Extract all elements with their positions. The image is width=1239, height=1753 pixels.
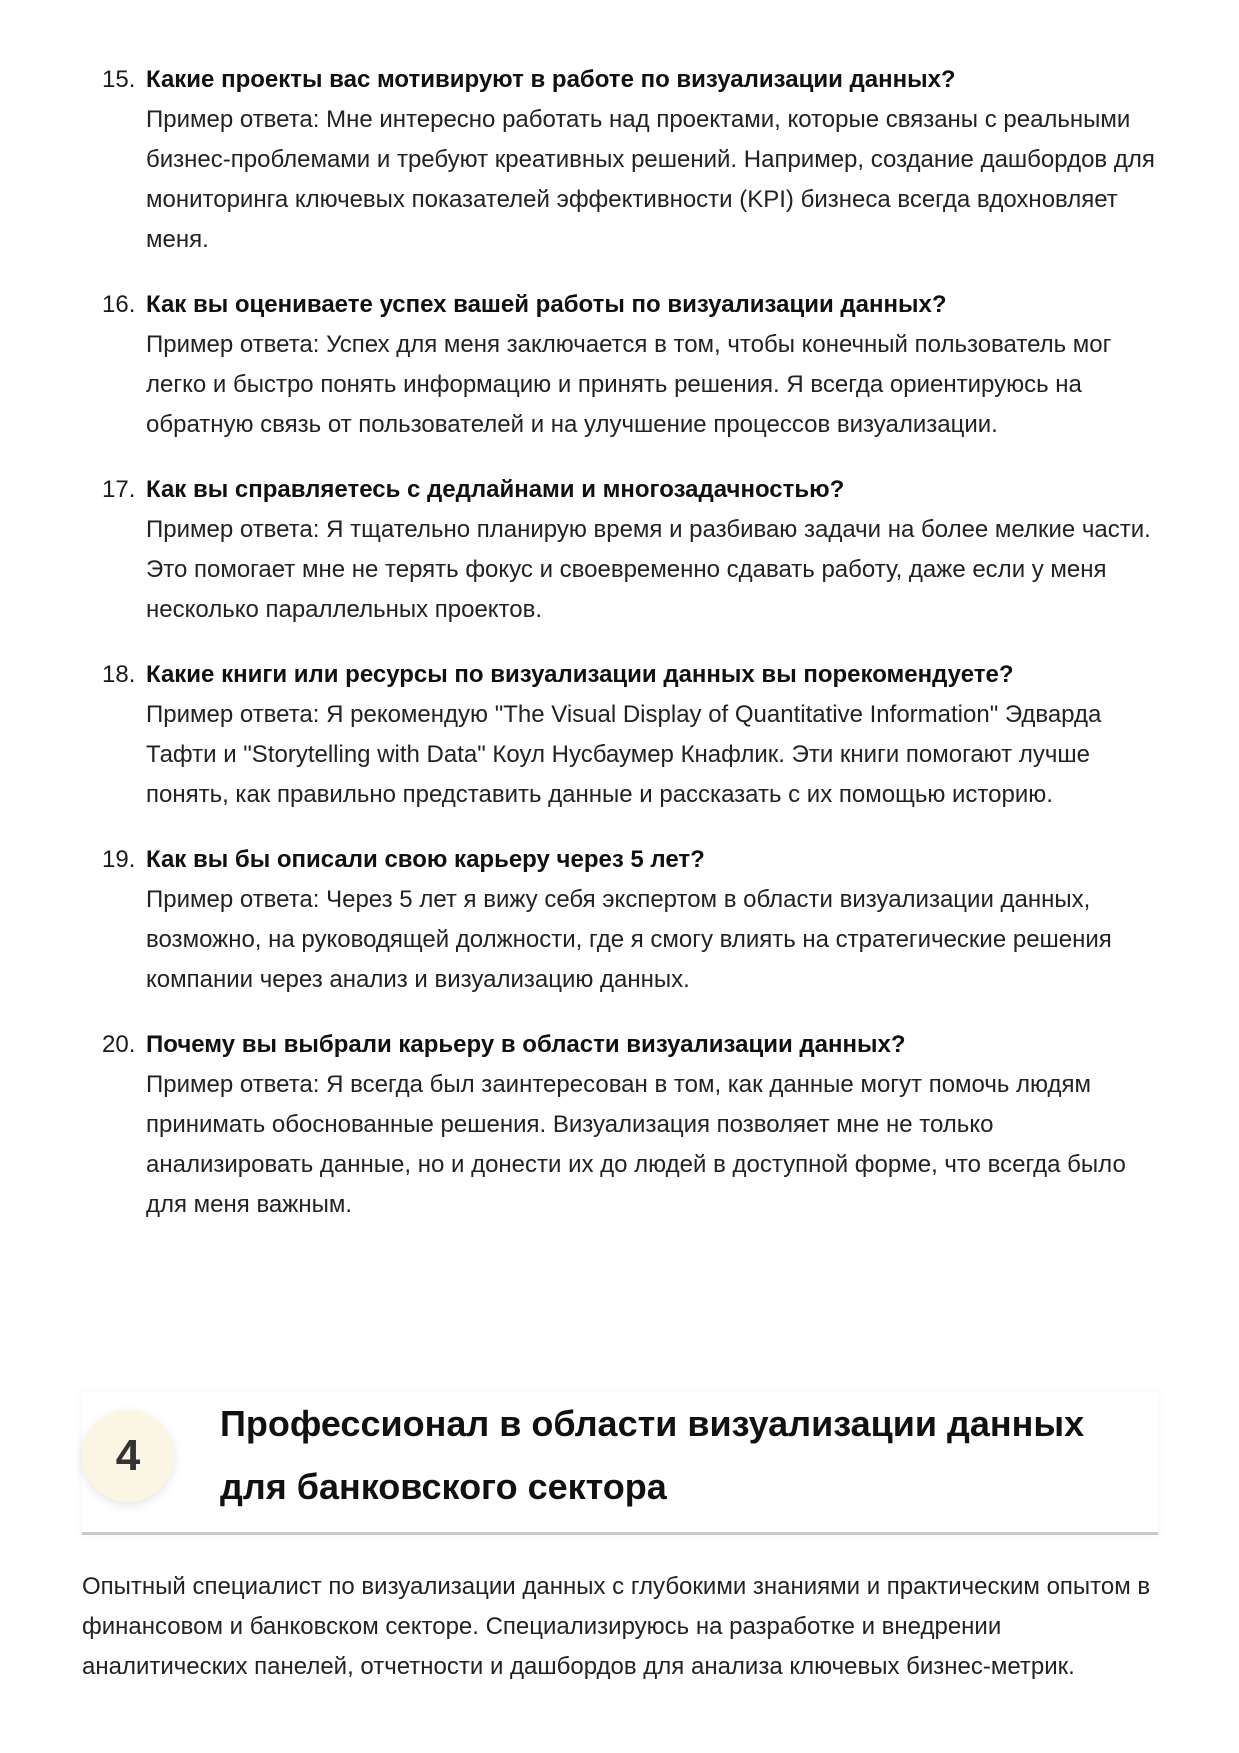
qa-list bbox=[104, 60, 1164, 1250]
qa-question: Как вы оцениваете успех вашей работы по визуализации данных? bbox=[146, 291, 947, 318]
qa-item bbox=[104, 1025, 1164, 1225]
qa-number: 20. bbox=[102, 1031, 136, 1058]
qa-answer: Пример ответа: Я всегда был заинтересован в том, как данные могут помочь людям принимать обоснованные решения. Визуализация позволяет мне не только анализировать данные, но и донести их до людей в доступной форме, что всегда было для меня важным. bbox=[146, 1071, 1126, 1218]
section-header bbox=[82, 1392, 1158, 1535]
section-number-badge: 4 bbox=[82, 1410, 174, 1502]
qa-item bbox=[104, 470, 1164, 630]
qa-number: 18. bbox=[102, 661, 136, 688]
qa-answer: Пример ответа: Мне интересно работать над проектами, которые связаны с реальными бизнес-проблемами и требуют креативных решений. Например, создание дашбордов для мониторинга ключевых показателей эффективности (KPI) бизнеса всегда вдохновляет меня. bbox=[146, 106, 1155, 253]
qa-answer: Пример ответа: Я рекомендую "The Visual Display of Quantitative Information" Эдварда Тафти и "Storytelling with Data" Коул Нусбаумер Кнафлик. Эти книги помогают лучше понять, как правильно представить данные и рассказать с их помощью историю. bbox=[146, 701, 1102, 808]
qa-number: 15. bbox=[102, 66, 136, 93]
section-title: Профессионал в области визуализации данных для банковского сектора bbox=[220, 1403, 1085, 1507]
section-intro: Опытный специалист по визуализации данных с глубокими знаниями и практическим опытом в финансовом и банковском секторе. Специализируюсь на разработке и внедрении аналитических панелей, отчетности и дашбордов для анализа ключевых бизнес-метрик. bbox=[82, 1573, 1151, 1680]
qa-answer: Пример ответа: Успех для меня заключается в том, чтобы конечный пользователь мог легко и быстро понять информацию и принять решения. Я всегда ориентируюсь на обратную связь от пользователей и на улучшение процессов визуализации. bbox=[146, 331, 1112, 438]
qa-item bbox=[104, 60, 1164, 260]
qa-item bbox=[104, 285, 1164, 445]
qa-number: 17. bbox=[102, 476, 136, 503]
qa-question: Как вы бы описали свою карьеру через 5 лет? bbox=[146, 846, 705, 873]
qa-question: Как вы справляетесь с дедлайнами и многозадачностью? bbox=[146, 476, 845, 503]
qa-item bbox=[104, 840, 1164, 1000]
qa-number: 19. bbox=[102, 846, 136, 873]
qa-answer: Пример ответа: Через 5 лет я вижу себя экспертом в области визуализации данных, возможно, на руководящей должности, где я смогу влиять на стратегические решения компании через анализ и визуализацию данных. bbox=[146, 886, 1112, 993]
qa-question: Какие проекты вас мотивируют в работе по визуализации данных? bbox=[146, 66, 956, 93]
qa-answer: Пример ответа: Я тщательно планирую время и разбиваю задачи на более мелкие части. Это помогает мне не терять фокус и своевременно сдавать работу, даже если у меня несколько параллельных проектов. bbox=[146, 516, 1151, 623]
qa-number: 16. bbox=[102, 291, 136, 318]
qa-question: Почему вы выбрали карьеру в области визуализации данных? bbox=[146, 1031, 906, 1058]
qa-item bbox=[104, 655, 1164, 815]
qa-question: Какие книги или ресурсы по визуализации данных вы порекомендуете? bbox=[146, 661, 1014, 688]
